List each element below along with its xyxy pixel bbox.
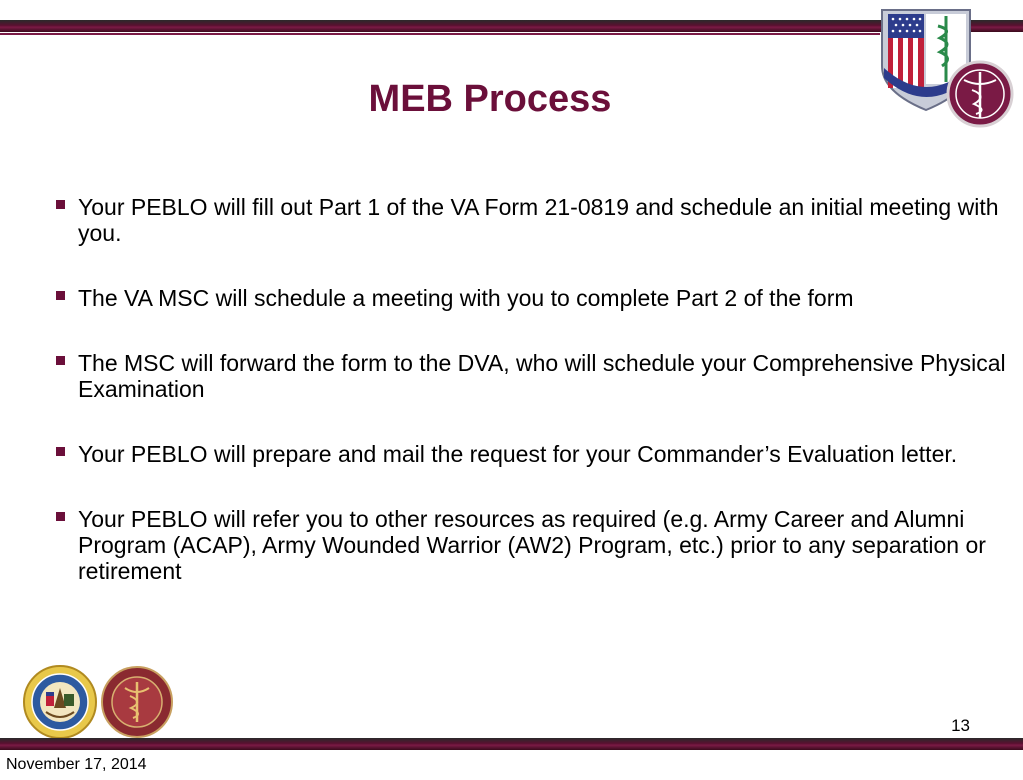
square-bullet-icon [56, 200, 65, 209]
medical-department-seal-icon [100, 664, 174, 740]
bullet-list [54, 194, 1014, 584]
bottom-decorative-bar [0, 738, 1023, 750]
army-seal-icon [22, 664, 98, 740]
square-bullet-icon [56, 512, 65, 521]
bullet-text: Your PEBLO will fill out Part 1 of the VA Form 21-0819 and schedule an initial meeting with you. [78, 194, 999, 246]
bullet-text: The VA MSC will schedule a meeting with you to complete Part 2 of the form [78, 285, 854, 311]
bullet-text: The MSC will forward the form to the DVA, who will schedule your Comprehensive Physical Examination [78, 350, 1006, 402]
square-bullet-icon [56, 447, 65, 456]
bullet-item-1 [54, 194, 1014, 246]
top-accent-line [0, 33, 880, 35]
bullet-item-4 [54, 441, 1014, 467]
bullet-item-2 [54, 285, 1014, 311]
slide-title: MEB Process [368, 78, 612, 120]
bullet-item-5 [54, 506, 1014, 584]
page-number: 13 [951, 716, 970, 735]
bullet-text: Your PEBLO will refer you to other resources as required (e.g. Army Career and Alumni Program (ACAP), Army Wounded Warrior (AW2) Program, etc.) prior to any separation or retirement [78, 506, 986, 584]
top-decorative-bar [0, 20, 1023, 32]
square-bullet-icon [56, 356, 65, 365]
square-bullet-icon [56, 291, 65, 300]
bullet-text: Your PEBLO will prepare and mail the request for your Commander’s Evaluation letter. [78, 441, 958, 467]
footer-date: November 17, 2014 [6, 756, 147, 773]
bullet-item-3 [54, 350, 1014, 402]
